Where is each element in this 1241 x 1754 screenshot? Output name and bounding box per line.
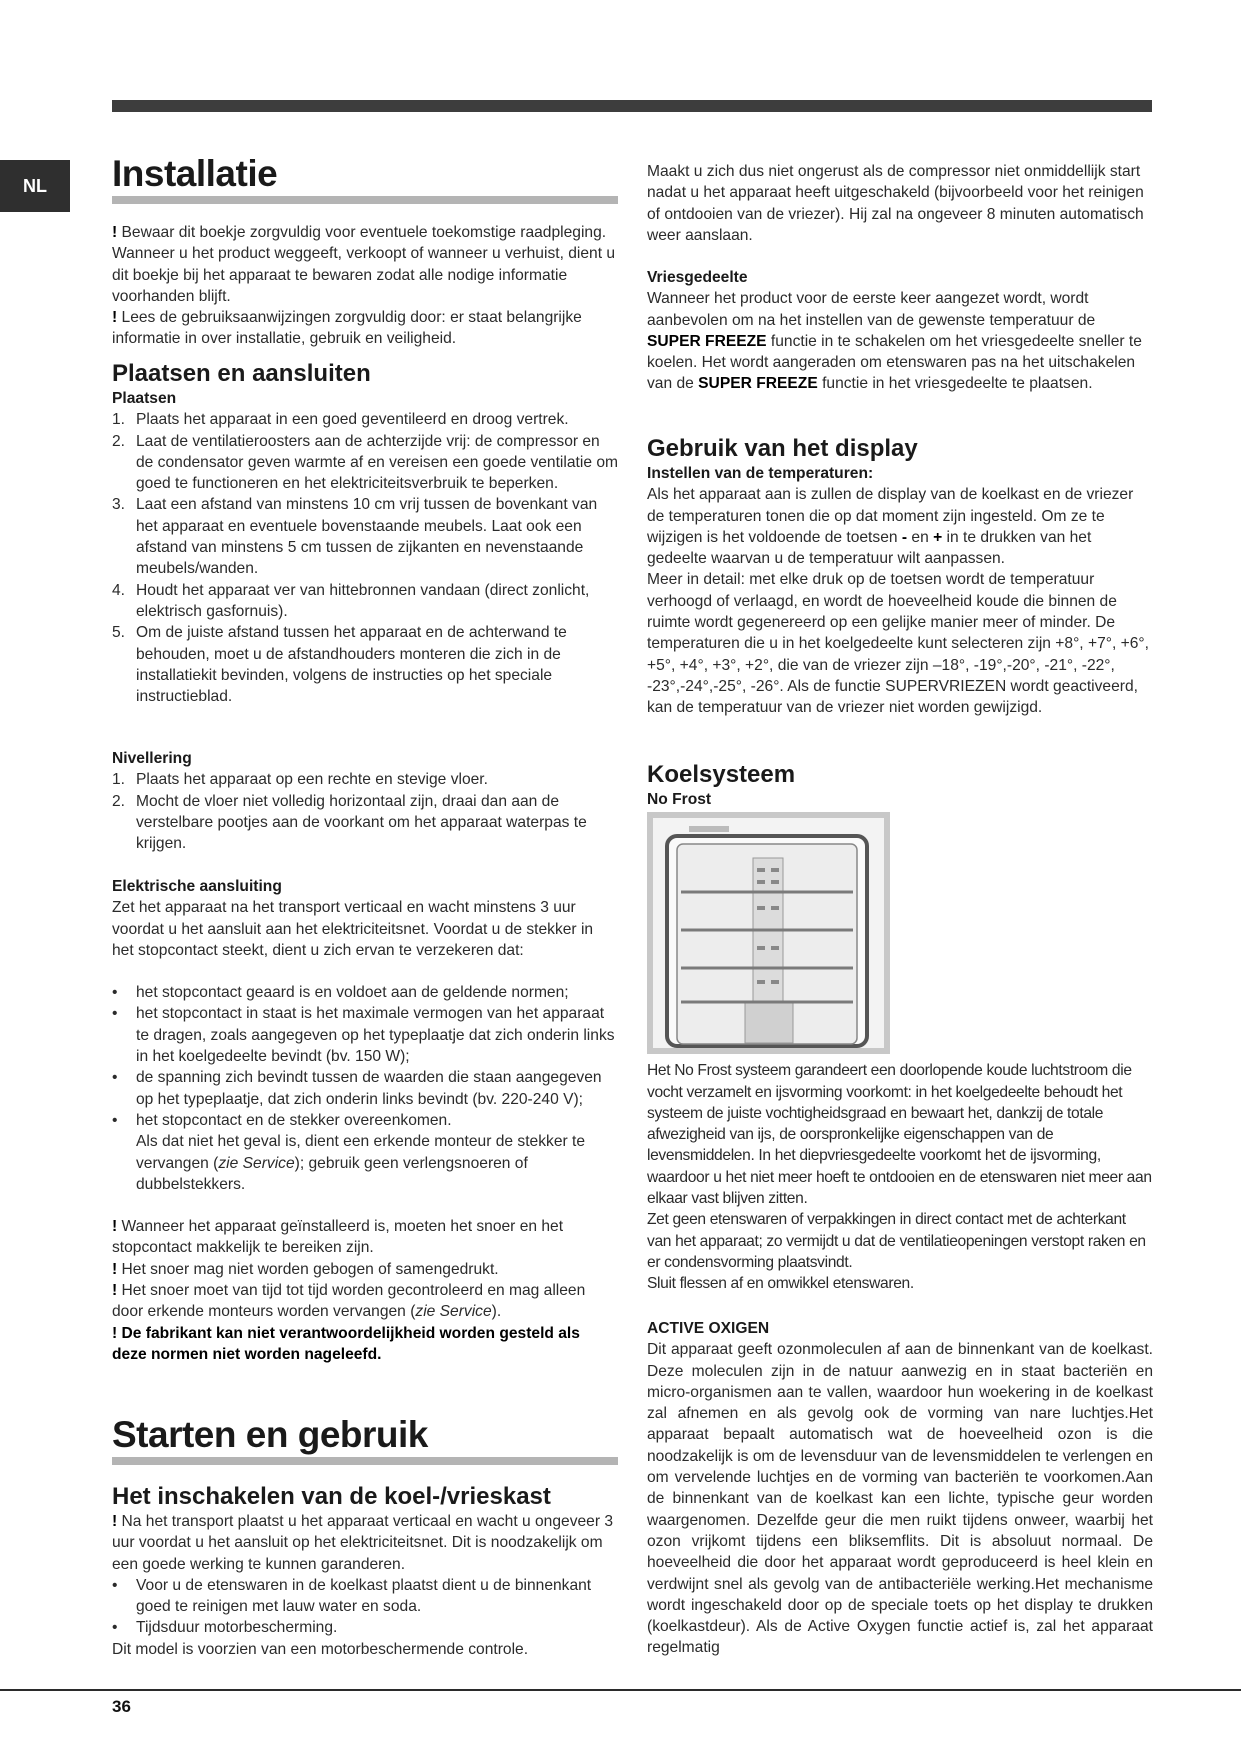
warning-4: ! De fabrikant kan niet verantwoordelijkheid worden gesteld als deze normen niet worden nageleefd. xyxy=(112,1324,580,1363)
nivellering-list xyxy=(112,769,618,854)
list-item: 2. Laat de ventilatieroosters aan de achterzijde vrij: de compressor en de condensator geven warmte af en vereisen een goede ventilatie om goed te functioneren en het elektriciteitsverbruik te beperken. xyxy=(112,432,618,493)
language-tab: NL xyxy=(0,160,70,212)
service-reference: zie Service xyxy=(218,1154,295,1172)
starten-subtitle: Het inschakelen van de koel-/vrieskast xyxy=(112,1483,551,1510)
starten-bullets xyxy=(112,1575,618,1639)
list-item: • het stopcontact en de stekker overeenkomen. Als dat niet het geval is, dient een erkende monteur de stekker te vervangen (zie Service); gebruik geen verlengsnoeren of dubbelstekkers. xyxy=(112,1111,586,1193)
elektrisch-warnings xyxy=(112,1216,618,1365)
display-text-2: Meer in detail: met elke druk op de toetsen wordt de temperatuur verhoogd of verlaagd, en wordt de hoeveelheid koude die binnen de ruimte wordt gegenereerd op een gelijke manier meer of minder. De temperaturen die u in het koelgedeelte kunt selecteren zijn +8°, +7°, +6°, +5°, +4°, +3°, +2°, die van de vriezer zijn –18°, -19°,-20°, -21°, -22°, -23°,-24°,-25°, -26°. Als de functie SUPERVRIEZEN wordt geactiveerd, kan de temperatuur van de vriezer niet worden gewijzigd. xyxy=(647,571,1149,717)
compressor-text: Maakt u zich dus niet ongerust als de compressor niet onmiddellijk start nadat u het apparaat heeft uitgeschakeld (bijvoorbeeld voor het reinigen of ontdooien van de vriezer). Hij zal na ongeveer 8 minuten automatisch weer aanslaan. xyxy=(647,163,1144,244)
starten-title: Starten en gebruik xyxy=(112,1414,618,1465)
installatie-intro-2: ! Lees de gebruiksaanwijzingen zorgvuldig door: er staat belangrijke informatie in over installatie, gebruik en veiligheid. xyxy=(112,309,582,348)
list-item: • het stopcontact geaard is en voldoet aan de geldende normen; xyxy=(112,984,569,1002)
koelsysteem-paragraph-3: Sluit flessen af en omwikkel etenswaren. xyxy=(647,1275,914,1293)
elektrisch-section xyxy=(112,876,618,1365)
koelsysteem-title: Koelsysteem xyxy=(647,761,796,788)
warning-1: ! Wanneer het apparaat geïnstalleerd is, moeten het snoer en het stopcontact makkelijk te bereiken zijn. xyxy=(112,1218,564,1257)
nivellering-title: Nivellering xyxy=(112,750,192,767)
active-oxigen-section xyxy=(647,1318,1153,1659)
koelsysteem-text xyxy=(647,1060,1153,1294)
vriesgedeelte-section xyxy=(647,267,1153,395)
top-rule xyxy=(112,100,1152,112)
koelsysteem-section xyxy=(647,761,1153,1295)
elektrisch-bullets xyxy=(112,982,618,1195)
display-subtitle: Instellen van de temperaturen: xyxy=(647,465,874,482)
list-item: 1. Plaats het apparaat op een rechte en stevige vloer. xyxy=(112,771,488,789)
display-section xyxy=(647,435,1153,719)
koelsysteem-paragraph-1: Het No Frost systeem garandeert een doorlopende koude luchtstroom die vocht verzamelt en ijsvorming voorkomt: in het koelgedeelte behoudt het systeem de juiste vochtigheidsgraad en bewaart het, dankzij de totale afwezigheid van ijs, de oorspronkelijke eigenschappen van de levensmiddelen. In het diepvriesgedeelte voorkomt het de ijsvorming, waardoor u het niet meer hoeft te ontdooien en de etenswaren niet meer aan elkaar vast blijven zitten. xyxy=(647,1062,1152,1208)
starten-section xyxy=(112,1414,618,1660)
starten-last: Dit model is voorzien van een motorbeschermende controle. xyxy=(112,1640,529,1658)
plaatsen-list xyxy=(112,409,618,707)
plaatsen-subtitle: Plaatsen xyxy=(112,390,177,407)
warning-2: ! Het snoer mag niet worden gebogen of samengedrukt. xyxy=(112,1260,499,1278)
list-item: 4. Houdt het apparaat ver van hittebronnen vandaan (direct zonlicht, elektrisch gasfornuis). xyxy=(112,581,590,620)
list-item: 2. Mocht de vloer niet volledig horizontaal zijn, draai dan aan de verstelbare pootjes aan de voorkant om het apparaat waterpas te krijgen. xyxy=(112,792,587,853)
display-text-1: Als het apparaat aan is zullen de display van de koelkast en de vriezer de temperaturen tonen die op dat moment zijn ingesteld. Om ze te wijzigen is het voldoende de toetsen - en + in te drukken van het gedeelte waarvan u de temperatuur wilt aanpassen. xyxy=(647,486,1134,568)
nivellering-section xyxy=(112,748,618,854)
display-title: Gebruik van het display xyxy=(647,435,918,462)
starten-intro: ! Na het transport plaatst u het apparaat verticaal en wacht u ongeveer 3 uur voordat u het aansluit op het elektriciteitsnet. Dit is noodzakelijk om een goede werking te kunnen garanderen. xyxy=(112,1513,614,1573)
list-item: • Voor u de etenswaren in de koelkast plaatst dient u de binnenkant goed te reinigen met lauw water en soda. xyxy=(112,1576,592,1616)
list-item: 5. Om de juiste afstand tussen het apparaat en de achterwand te behouden, moet u de afstandhouders monteren die zich in de installatiekit bevinden, volgens de instructies op het speciale instructieblad. xyxy=(112,624,567,706)
koelsysteem-paragraph-2: Zet geen etenswaren of verpakkingen in direct contact met de achterkant van het apparaat; zo vermijdt u dat de ventilatieopeningen verstopt raken en er condensvorming plaatsvindt. xyxy=(647,1211,1146,1271)
installatie-title: Installatie xyxy=(112,153,618,204)
page-number: 36 xyxy=(112,1697,131,1716)
elektrisch-intro: Zet het apparaat na het transport verticaal en wacht minstens 3 uur voordat u het aansluit aan het elektriciteitsnet. Voordat u de stekker in het stopcontact steekt, dient u zich ervan te verzekeren dat: xyxy=(112,899,594,959)
elektrisch-title: Elektrische aansluiting xyxy=(112,878,282,895)
fridge-interior-illustration xyxy=(653,818,884,1048)
plaatsen-section xyxy=(112,360,618,707)
installatie-intro-1: ! Bewaar dit boekje zorgvuldig voor eventuele toekomstige raadpleging. Wanneer u het product weggeeft, verkoopt of wanneer u verhuist, dient u dit boekje bij het apparaat te bewaren zodat alle nodige informatie voorhanden blijft. xyxy=(112,224,616,305)
koelsysteem-subtitle: No Frost xyxy=(647,791,712,808)
vriesgedeelte-text: Wanneer het product voor de eerste keer aangezet wordt, wordt aanbevolen om na het instellen van de gewenste temperatuur de SUPER FREEZE functie in te schakelen om het vriesgedeelte sneller te koelen. Het wordt aangeraden om etenswaren pas na het uitschakelen van de SUPER FREEZE functie in het vriesgedeelte te plaatsen. xyxy=(647,290,1142,393)
list-item: 1. Plaats het apparaat in een goed geventileerd en droog vertrek. xyxy=(112,411,569,429)
list-item: • Tijdsduur motorbescherming. xyxy=(112,1619,338,1637)
list-item: • het stopcontact in staat is het maximale vermogen van het apparaat te dragen, zoals aangegeven op het typeplaatje dat zich onderin links in het koelgedeelte bevindt (bv. 150 W); xyxy=(112,1005,615,1066)
list-item: • de spanning zich bevindt tussen de waarden die staan aangegeven op het typeplaatje, dat zich onderin links bevindt (bv. 220-240 V); xyxy=(112,1069,602,1108)
plaatsen-title: Plaatsen en aansluiten xyxy=(112,360,371,387)
footer-rule xyxy=(0,1689,1241,1691)
active-oxigen-text: Dit apparaat geeft ozonmoleculen af aan de binnenkant van de koelkast. Deze moleculen zijn in de natuur aanwezig en in staat bacteriën en micro-organismen aan te vallen, waardoor hun woekering in de koelkast zal afnemen en als gevolg ook de vorming van nare luchtjes.Het apparaat bepaalt automatisch wat de hoeveelheid ozon is die noodzakelijk is om de levensduur van de levensmiddelen te verlengen en om vervelende luchtjes en de vorming van bacteriën te voorkomen.Aan de binnenkant van de koelkast kan een lichte, typische geur worden waargenomen. Dezelfde geur die men ruikt tijdens onweer, waarbij het ozon vrijkomt tijdens een bliksemflits. Dit is absoluut normaal. De hoeveelheid die door het apparaat wordt geproduceerd is heel klein en verdwijnt snel als gevolg van de antibacteriële werking.Het mechanisme wordt ingeschakeld door op de speciale toets op het display te drukken (koelkastdeur). Als de Active Oxygen functie actief is, zal het apparaat regelmatig xyxy=(647,1341,1153,1657)
fridge-interior-figure xyxy=(647,812,890,1054)
warning-3: ! Het snoer moet van tijd tot tijd worden gecontroleerd en mag alleen door erkende monteurs worden vervangen (zie Service). xyxy=(112,1282,586,1321)
active-oxigen-title: ACTIVE OXIGEN xyxy=(647,1320,770,1337)
list-item: 3. Laat een afstand van minstens 10 cm vrij tussen de bovenkant van het apparaat en eventuele bovenstaande meubels. Laat ook een afstand van minstens 5 cm tussen de zijkanten en nevenstaande meubels/wanden. xyxy=(112,496,598,578)
vriesgedeelte-title: Vriesgedeelte xyxy=(647,269,748,286)
installatie-section xyxy=(112,153,618,350)
